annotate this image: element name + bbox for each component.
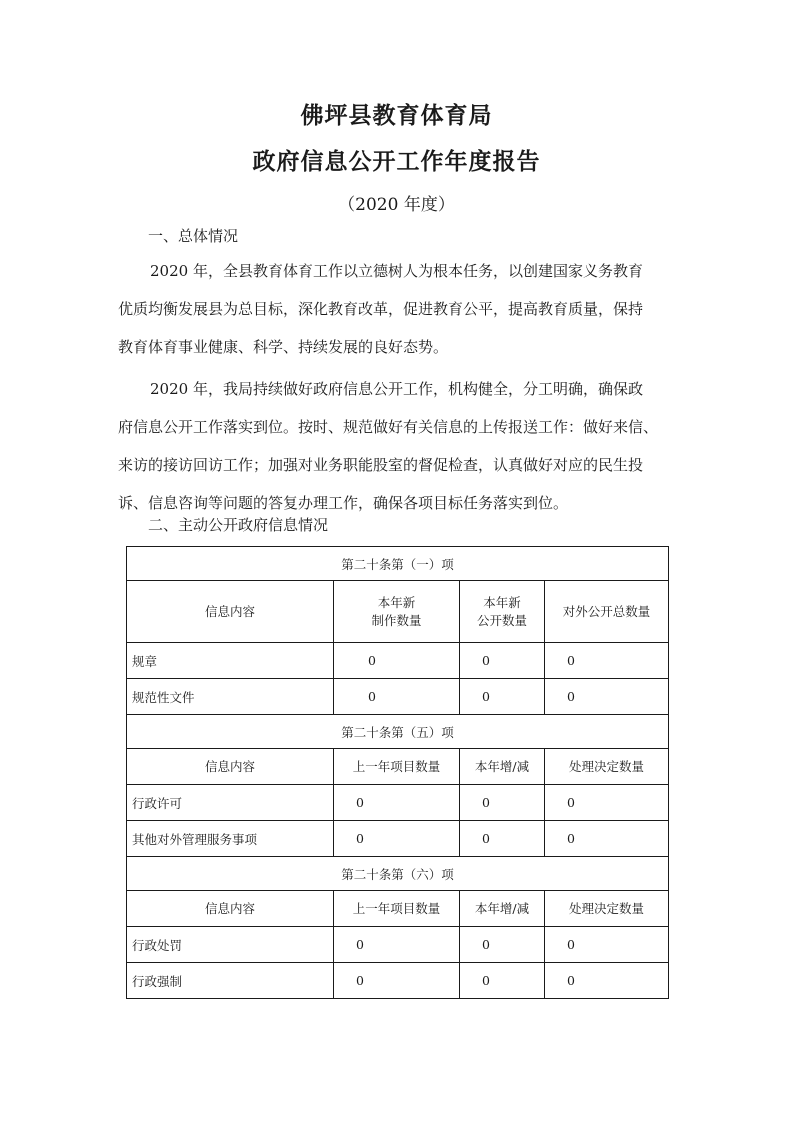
cell-value: 0	[334, 963, 460, 999]
document-title-line2: 政府信息公开工作年度报告	[252, 148, 541, 175]
cell-value: 0	[545, 643, 669, 679]
table-section-row	[127, 547, 669, 581]
paragraph-line: 府信息公开工作落实到位。按时、规范做好有关信息的上传报送工作：做好来信、	[118, 418, 659, 436]
column-header	[334, 581, 460, 643]
row-label: 其他对外管理服务事项	[127, 821, 334, 857]
section2-heading: 二、主动公开政府信息情况	[148, 516, 329, 534]
header-line: 公开数量	[476, 612, 527, 628]
table-row	[127, 679, 669, 715]
row-label: 行政许可	[127, 785, 334, 821]
table-row	[127, 785, 669, 821]
overview-paragraph-1	[118, 252, 678, 366]
section-title: 第二十条第（一）项	[127, 547, 669, 581]
cell-value: 0	[334, 821, 460, 857]
column-header: 对外公开总数量	[545, 581, 669, 643]
column-header: 本年增/减	[460, 749, 545, 785]
header-line: 本年新	[377, 594, 416, 610]
section-title: 第二十条第（五）项	[127, 715, 669, 749]
document-title-line1: 佛坪县教育体育局	[300, 102, 493, 129]
cell-value: 0	[334, 785, 460, 821]
paragraph-line: 2020 年，我局持续做好政府信息公开工作，机构健全，分工明确，确保政	[150, 380, 643, 398]
cell-value: 0	[460, 643, 545, 679]
column-header: 本年增/减	[460, 891, 545, 927]
table-header-row	[127, 749, 669, 785]
paragraph-line: 来访的接访回访工作；加强对业务职能股室的督促检查，认真做好对应的民生投	[118, 456, 644, 474]
section1-heading: 一、总体情况	[148, 227, 239, 245]
cell-value: 0	[545, 785, 669, 821]
table-header-row	[127, 581, 669, 643]
cell-value: 0	[460, 927, 545, 963]
table-section-row	[127, 715, 669, 749]
disclosure-table	[126, 546, 669, 999]
column-header: 上一年项目数量	[334, 891, 460, 927]
cell-value: 0	[545, 821, 669, 857]
cell-value: 0	[545, 679, 669, 715]
paragraph-line: 2020 年，全县教育体育工作以立德树人为根本任务，以创建国家义务教育	[150, 262, 643, 280]
table-header-row	[127, 891, 669, 927]
table-row	[127, 927, 669, 963]
row-label: 规章	[127, 643, 334, 679]
cell-value: 0	[460, 679, 545, 715]
cell-value: 0	[334, 927, 460, 963]
paragraph-line: 诉、信息咨询等问题的答复办理工作，确保各项目标任务落实到位。	[118, 494, 569, 512]
cell-value: 0	[334, 643, 460, 679]
section-title: 第二十条第（六）项	[127, 857, 669, 891]
header-line: 本年新	[483, 594, 521, 610]
row-label: 规范性文件	[127, 679, 334, 715]
cell-value: 0	[545, 927, 669, 963]
column-header: 信息内容	[127, 581, 334, 643]
header-line: 制作数量	[371, 612, 422, 628]
cell-value: 0	[460, 785, 545, 821]
row-label: 行政强制	[127, 963, 334, 999]
cell-value: 0	[460, 821, 545, 857]
column-header: 上一年项目数量	[334, 749, 460, 785]
report-year: （2020 年度）	[338, 195, 455, 215]
table-row	[127, 821, 669, 857]
table-section-row	[127, 857, 669, 891]
column-header: 信息内容	[127, 891, 334, 927]
paragraph-line: 教育体育事业健康、科学、持续发展的良好态势。	[118, 338, 449, 356]
cell-value: 0	[545, 963, 669, 999]
overview-paragraph-2	[118, 370, 678, 522]
column-header: 处理决定数量	[545, 891, 669, 927]
cell-value: 0	[334, 679, 460, 715]
column-header	[460, 581, 545, 643]
table-row	[127, 643, 669, 679]
column-header: 信息内容	[127, 749, 334, 785]
cell-value: 0	[460, 963, 545, 999]
column-header: 处理决定数量	[545, 749, 669, 785]
row-label: 行政处罚	[127, 927, 334, 963]
paragraph-line: 优质均衡发展县为总目标，深化教育改革，促进教育公平，提高教育质量，保持	[118, 300, 644, 318]
table-row	[127, 963, 669, 999]
